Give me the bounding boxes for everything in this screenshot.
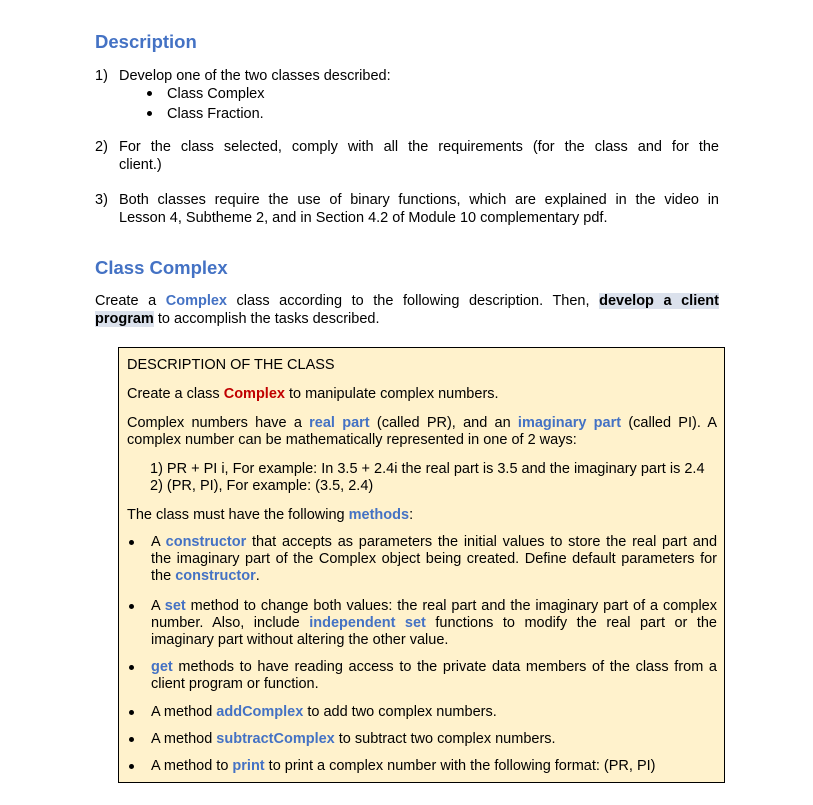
text: number. Also, include (151, 615, 310, 631)
text: methods to have reading access to the private data members of the class from a (172, 659, 717, 675)
text-highlight: print (232, 758, 265, 774)
text: method to change both values: the real part and the imaginary part of a complex (185, 598, 717, 614)
text: to accomplish the tasks described. (153, 311, 380, 327)
method-get-line2: client program or function. (151, 676, 319, 692)
text-highlight: constructor (165, 534, 247, 550)
method-set-line2 (151, 615, 717, 632)
text: The class must have the following (127, 507, 349, 523)
bullet-icon (129, 710, 134, 715)
text-highlight: real part (309, 415, 370, 431)
method-set-line3: imaginary part without altering the other value. (151, 632, 449, 648)
text: A method to (151, 758, 233, 774)
text: . (255, 568, 260, 584)
text: Create a (95, 293, 166, 309)
bullet-icon (147, 111, 152, 116)
item1-number: 1) (95, 68, 108, 84)
class-description-box (118, 347, 725, 783)
box-methods-intro (127, 507, 413, 524)
text: to subtract two complex numbers. (334, 731, 556, 747)
box-way-1: 1) PR + PI i, For example: In 3.5 + 2.4i the real part is 3.5 and the imaginary part is 2.4 (150, 461, 705, 477)
text: class according to the following description. Then, (226, 293, 600, 309)
method-set-line1 (151, 598, 717, 615)
text: A (151, 534, 166, 550)
text: (called PI). A (621, 415, 717, 431)
bullet-icon (129, 665, 134, 670)
text: (called PR), and an (369, 415, 518, 431)
class-complex-paragraph-line2 (95, 311, 380, 328)
item2-number: 2) (95, 139, 108, 155)
method-constructor-line2: the imaginary part of the Complex object being created. Define default parameters for (151, 551, 717, 567)
text: : (409, 507, 414, 523)
class-name-red: Complex (223, 386, 285, 402)
text: functions to modify the real part or the (425, 615, 717, 631)
method-constructor-line3 (151, 568, 260, 585)
method-subtract-complex (151, 731, 556, 748)
box-title: DESCRIPTION OF THE CLASS (127, 357, 335, 373)
box-complex-numbers-line1 (127, 415, 717, 432)
method-print (151, 758, 656, 775)
box-complex-numbers-line2: complex number can be mathematically represented in one of 2 ways: (127, 432, 577, 448)
text-highlight: independent set (309, 615, 426, 631)
text: to print a complex number with the following format: (PR, PI) (264, 758, 656, 774)
text: Create a class (127, 386, 224, 402)
bullet-icon (147, 91, 152, 96)
item2-line2: client.) (119, 157, 162, 173)
text: to add two complex numbers. (303, 704, 497, 720)
text-highlight: imaginary part (517, 415, 622, 431)
highlighted-text: develop a client (599, 293, 719, 309)
box-create-line (127, 386, 499, 403)
text: Complex numbers have a (127, 415, 310, 431)
item1-text: Develop one of the two classes described: (119, 68, 391, 84)
description-heading: Description (95, 31, 197, 52)
bullet-icon (129, 737, 134, 742)
text: A method (151, 704, 217, 720)
text-highlight: methods (348, 507, 410, 523)
text: A (151, 598, 165, 614)
class-complex-heading: Class Complex (95, 257, 228, 278)
item3-number: 3) (95, 192, 108, 208)
item3-line2: Lesson 4, Subtheme 2, and in Section 4.2 of Module 10 complementary pdf. (119, 210, 608, 226)
sub-item-class-complex: Class Complex (167, 86, 265, 102)
bullet-icon (129, 764, 134, 769)
text: A method (151, 731, 217, 747)
text-highlight: Complex (165, 293, 227, 309)
bullet-icon (129, 604, 134, 609)
method-constructor-line1 (151, 534, 717, 551)
text: to manipulate complex numbers. (284, 386, 499, 402)
sub-item-class-fraction: Class Fraction. (167, 106, 264, 122)
box-way-2: 2) (PR, PI), For example: (3.5, 2.4) (150, 478, 374, 494)
text: that accepts as parameters the initial values to store the real part and (246, 534, 718, 550)
text-highlight: subtractComplex (216, 731, 335, 747)
text-highlight: addComplex (216, 704, 304, 720)
text-highlight: constructor (175, 568, 256, 584)
text: the (151, 568, 176, 584)
method-get-line1 (151, 659, 717, 676)
item3-line1: Both classes require the use of binary functions, which are explained in the video in (119, 192, 719, 208)
highlighted-text: program (95, 311, 154, 327)
bullet-icon (129, 540, 134, 545)
text-highlight: get (151, 659, 173, 675)
class-complex-paragraph-line1 (95, 293, 719, 310)
method-add-complex (151, 704, 497, 721)
text-highlight: set (164, 598, 186, 614)
item2-line1: For the class selected, comply with all the requirements (for the class and for the (119, 139, 719, 155)
